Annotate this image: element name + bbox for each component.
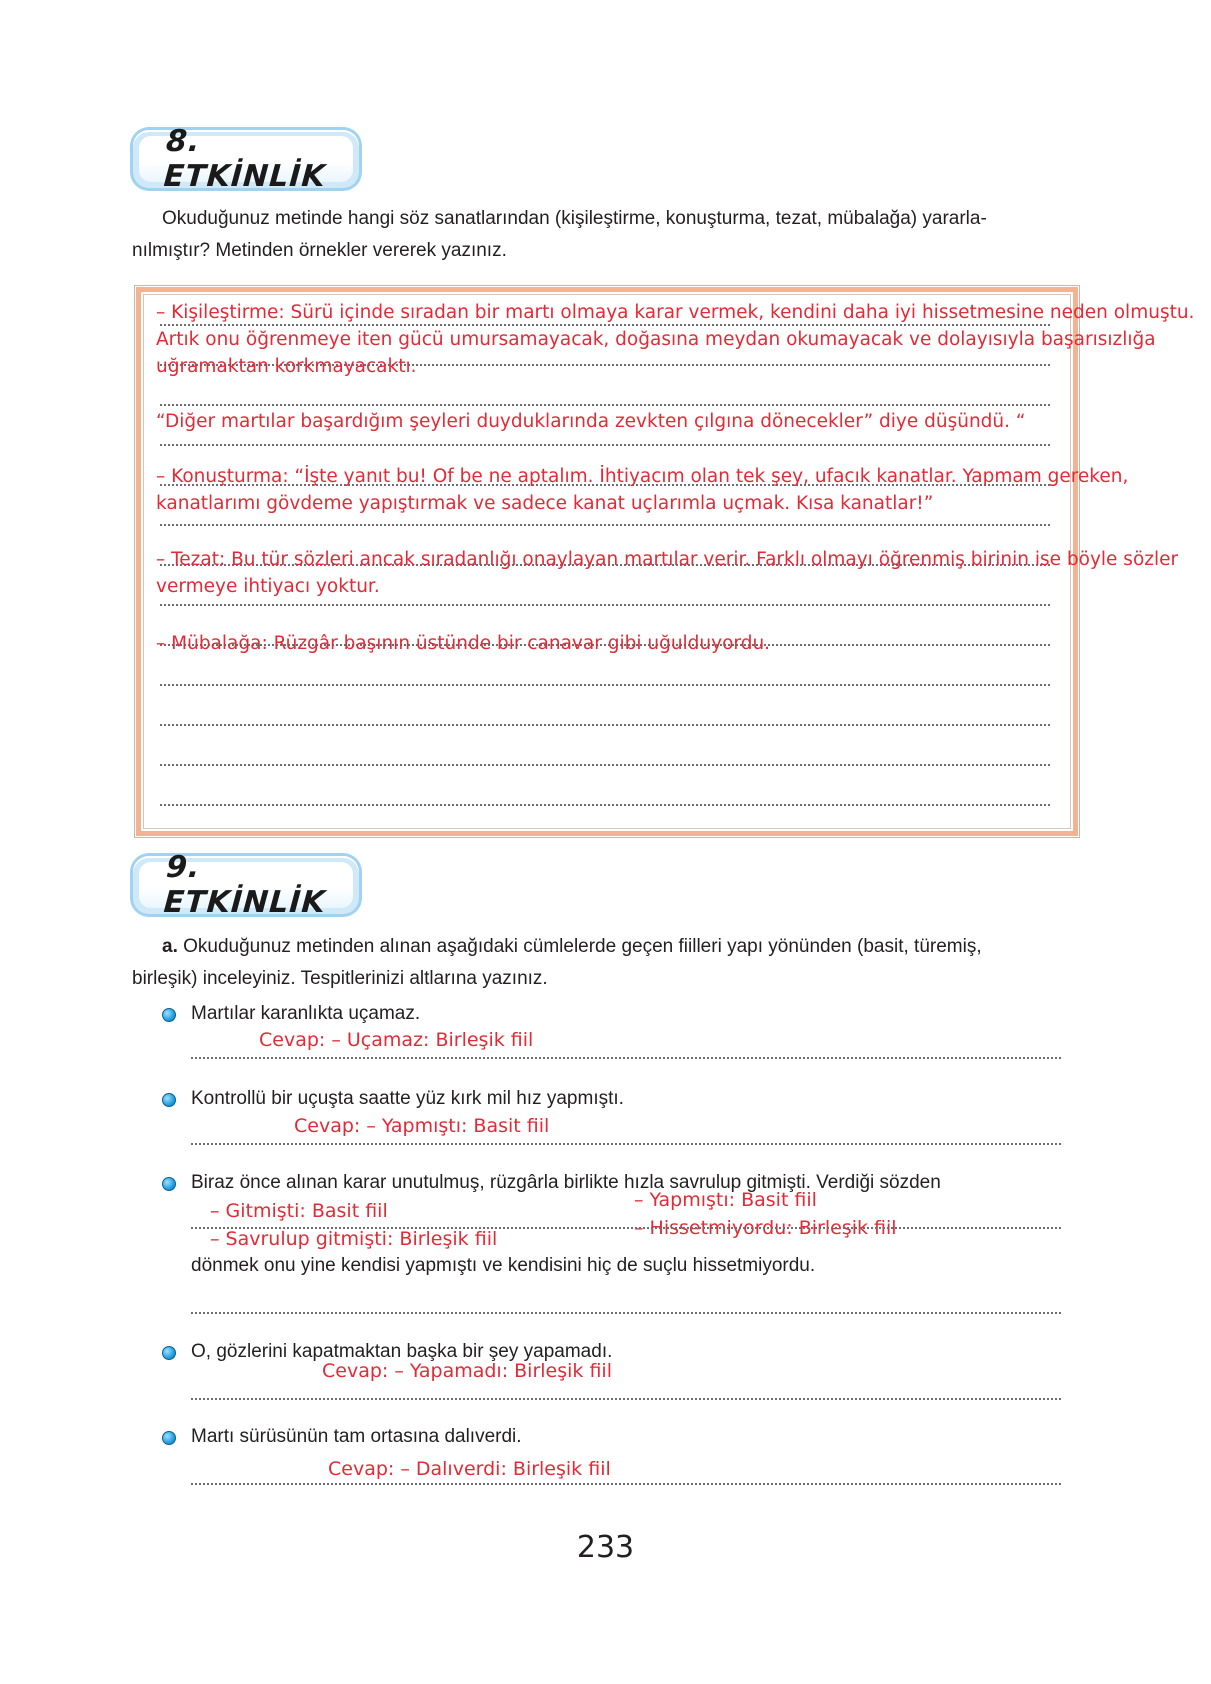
answer-line: uğramaktan korkmayacaktı. [156,356,417,377]
writing-line [160,404,1050,406]
writing-line [160,524,1050,526]
activity-9-title: 9. ETKİNLİK [162,850,327,920]
writing-line [160,684,1050,686]
answer-line: Artık onu öğrenmeye iten gücü umursamayacak, doğasına meydan okumayacak ve dolayısıyla başarısızlığa [156,329,1156,350]
activity-8-title: 8. ETKİNLİK [162,124,327,194]
activity-9-question [132,931,1082,995]
sentence-continuation: dönmek onu yine kendisi yapmıştı ve kendisini hiç de suçlu hissetmiyordu. [191,1255,816,1276]
bullet-icon [162,1346,176,1360]
answer-line: Cevap: – Yapamadı: Birleşik fiil [322,1360,612,1382]
answer-line: – Hissetmiyordu: Birleşik fiil [634,1217,897,1239]
answer-line: vermeye ihtiyacı yoktur. [156,576,380,597]
answer-line: Cevap: – Yapmıştı: Basit fiil [294,1115,550,1137]
question-label: a. [162,936,178,957]
answer-line: Cevap: – Uçamaz: Birleşik fiil [259,1029,534,1051]
sentence: Martılar karanlıkta uçamaz. [191,1003,421,1024]
writing-line [160,764,1050,766]
writing-line [191,1398,1061,1400]
activity-9-badge [133,850,359,920]
writing-line [191,1227,1061,1229]
answer-line: – Mübalağa: Rüzgâr başının üstünde bir canavar gibi uğulduyordu. [156,633,771,654]
sentence: O, gözlerini kapatmaktan başka bir şey yapamadı. [191,1341,613,1362]
writing-line [160,724,1050,726]
bullet-icon [162,1431,176,1445]
sentence: Martı sürüsünün tam ortasına dalıverdi. [191,1426,522,1447]
answer-line: – Gitmişti: Basit fiil [210,1200,388,1222]
question-line: Okuduğunuz metinde hangi söz sanatlarından (kişileştirme, konuşturma, tezat, mübalağa) yararla- [162,208,987,229]
question-line: birleşik) inceleyiniz. Tespitlerinizi altlarına yazınız. [132,968,548,989]
answer-line: “Diğer martılar başardığım şeyleri duyduklarında zevkten çılgına dönecekler” diye düşündü. “ [156,411,1026,432]
bullet-icon [162,1093,176,1107]
writing-line [191,1057,1061,1059]
answer-line: – Tezat: Bu tür sözleri ancak sıradanlığı onaylayan martılar verir. Farklı olmayı öğrenmiş birinin ise böyle sözler [156,549,1179,570]
bullet-icon [162,1008,176,1022]
writing-line [160,604,1050,606]
sentence: Kontrollü bir uçuşta saatte yüz kırk mil hız yapmıştı. [191,1088,624,1109]
page-number: 233 [576,1530,635,1565]
bullet-icon [162,1177,176,1191]
answer-line: – Yapmıştı: Basit fiil [634,1189,817,1211]
answer-line: – Kişileştirme: Sürü içinde sıradan bir martı olmaya karar vermek, kendini daha iyi hissetmesine neden olmuştu. [156,302,1195,323]
question-line: nılmıştır? Metinden örnekler vererek yazınız. [132,240,507,261]
writing-line [191,1312,1061,1314]
question-line: Okuduğunuz metinden alınan aşağıdaki cümlelerde geçen fiilleri yapı yönünden (basit, türemiş, [177,936,982,957]
writing-line [160,444,1050,446]
sentence: Biraz önce alınan karar unutulmuş, rüzgârla birlikte hızla savrulup gitmişti. Verdiği sözden [191,1172,941,1193]
writing-line [160,804,1050,806]
answer-line: kanatlarımı gövdeme yapıştırmak ve sadece kanat uçlarımla uçmak. Kısa kanatlar!” [156,493,934,514]
answer-line: Cevap: – Dalıverdi: Birleşik fiil [328,1458,611,1480]
answer-line: – Konuşturma: “İşte yanıt bu! Of be ne aptalım. İhtiyacım olan tek şey, ufacık kanatlar. Yapmam gereken, [156,466,1129,487]
writing-line [191,1143,1061,1145]
answer-line: – Savrulup gitmişti: Birleşik fiil [210,1228,498,1250]
activity-8-question [132,203,1082,267]
writing-line [191,1483,1061,1485]
activity-8-badge [133,124,359,194]
